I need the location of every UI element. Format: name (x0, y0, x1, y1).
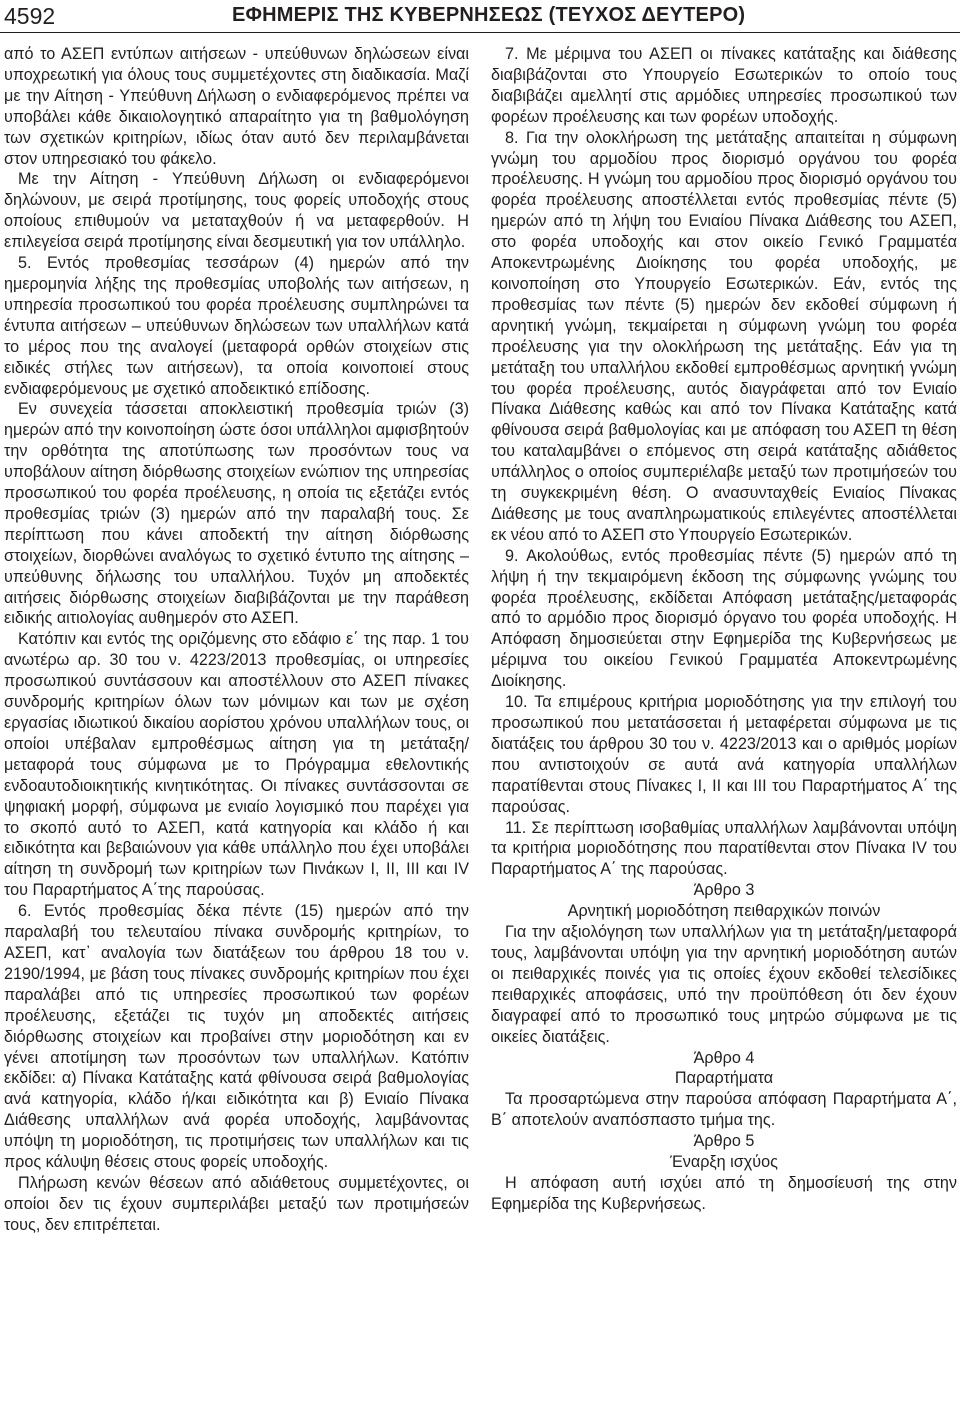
article-5-heading: Άρθρο 5 (693, 1132, 755, 1151)
article-4-heading: Άρθρο 4 (693, 1048, 755, 1067)
article-5-text: Η απόφαση αυτή ισχύει από τη δημοσίευσή της στην Εφημερίδα της Κυβερνήσεως. (491, 1173, 957, 1213)
page-header (0, 0, 960, 40)
paragraph: Εν συνεχεία τάσσεται αποκλειστική προθεσμία τριών (3) ημερών από την κοινοποίηση ώστε όσοι υπάλληλοι αμφισβητούν την ορθότητα της αποτύπωσης των προσόντων τους να υποβάλουν αίτηση διόρθωσης στοιχείων ενώπιον της υπηρεσίας προσωπικού του φορέα προέλευσης, η οποία τις εξετάζει εντός προθεσμίας τριών (3) ημερών από την παραλαβή τους. Σε περίπτωση που κάνει αποδεκτή την αίτηση διόρθωσης στοιχείων, διορθώνει αναλόγως το σχετικό έντυπο της αίτησης – υπεύθυνης δήλωσης του υπαλλήλου. Τυχόν μη αποδεκτές αιτήσεις διόρθωσης στοιχείων διαβιβάζονται με την παράθεση ειδικής αιτιολογίας αυθημερόν στο ΑΣΕΠ. (4, 400, 469, 628)
article-3-text: Για την αξιολόγηση των υπαλλήλων για τη μετάταξη/μεταφορά τους, λαμβάνονται υπόψη για την αρνητική μοριοδότηση αυτών οι πειθαρχικές ποινές για τις οποίες έχουν εκδοθεί τελεσίδικες πειθαρχικές αποφάσεις, υπό την προϋπόθεση ότι δεν έχουν διαγραφεί από το προσωπικό τους μητρώο σύμφωνα με τις οικείες διατάξεις. (491, 923, 957, 1046)
paragraph: Πλήρωση κενών θέσεων από αδιάθετους συμμετέχοντες, οι οποίοι δεν τις έχουν συμπεριλάβει μεταξύ των προτιμήσεών τους, δεν επιτρέπεται. (4, 1173, 469, 1234)
paragraph: 6. Εντός προθεσμίας δέκα πέντε (15) ημερών από την παραλαβή του τελευταίου πίνακα συνδρομής κριτηρίων, το ΑΣΕΠ, κατ᾽ αναλογία των διατάξεων του άρθρου 18 του ν. 2190/1994, με βάση τους πίνακες συνδρομής κριτηρίων που έχει παραλάβει από τις υπηρεσίες προσωπικού των φορέων προέλευσης, εξετάζει τις τυχόν μη αποδεκτές αιτήσεις διόρθωσης στοιχείων και προβαίνει στην μοριοδότηση και εν γένει αποτίμηση των προσόντων των υπαλλήλων. Κατόπιν εκδίδει: α) Πίνακα Κατάταξης κατά φθίνουσα σειρά βαθμολογίας ανά κατηγορία, κλάδο ή/και ειδικότητα και β) Ενιαίο Πίνακα Διάθεσης υπαλλήλων ανά φορέα υποδοχής, λαμβάνοντας υπόψη τη μοριοδότηση, τις προτιμήσεις των υπαλλήλων και τις προς κάλυψη θέσεις στους φορείς υποδοχής. (4, 902, 469, 1172)
article-3-heading: Άρθρο 3 (693, 881, 755, 900)
right-column (491, 44, 957, 1215)
paragraph: 10. Τα επιμέρους κριτήρια μοριοδότησης για την επιλογή του προσωπικού που μετατάσσεται ή μεταφέρεται σύμφωνα με τις διατάξεις του άρθρου 30 του ν. 4223/2013 και ο αριθμός μορίων που αντιστοιχούν σε αυτά ανά κατηγορία υπαλλήλων παρατίθενται στους Πίνακες Ι, ΙΙ και ΙΙΙ του Παραρτήματος Α΄ της παρούσας. (491, 693, 957, 816)
paragraph: Με την Αίτηση - Υπεύθυνη Δήλωση οι ενδιαφερόμενοι δηλώνουν, με σειρά προτίμησης, τους φορείς υποδοχής στους οποίους επιθυμούν να μεταταχθούν ή να μεταφερθούν. Η επιλεγείσα σειρά προτίμησης είναι δεσμευτική για τον υπάλληλο. (4, 170, 469, 252)
paragraph: 8. Για την ολοκλήρωση της μετάταξης απαιτείται η σύμφωνη γνώμη του αρμοδίου προς διορισμό οργάνου του φορέα προέλευσης. Η γνώμη του αρμοδίου προς διορισμό οργάνου του φορέα προέλευσης αποστέλλεται εντός προθεσμίας πέντε (5) ημερών από τη λήψη του Ενιαίου Πίνακα Διάθεσης του ΑΣΕΠ, στο φορέα υποδοχής και στον οικείο Γενικό Γραμματέα Αποκεντρωμένης Διοίκησης του φορέα υποδοχής, με κοινοποίηση στο Υπουργείο Εσωτερικών. Εάν, εντός της προθεσμίας των πέντε (5) ημερών δεν εκδοθεί σύμφωνη ή αρνητική γνώμη, τεκμαίρεται η σύμφωνη γνώμη του φορέα προέλευσης για την ολοκλήρωση της μετάταξης. Εάν για τη μετάταξη του υπαλλήλου εκδοθεί εμπροθέσμως αρνητική γνώμη του φορέα προέλευσης, αυτός διαγράφεται από τον Ενιαίο Πίνακα Διάθεσης καθώς και από τον Πίνακα Κατάταξης κατά φθίνουσα σειρά βαθμολογίας και με απόφαση του ΑΣΕΠ τη θέση του καταλαμβάνει ο επόμενος στη σειρά κατάταξης αδιάθετος υπάλληλος ο οποίος συμπεριέλαβε μεταξύ των προτιμήσεών του τη συγκεκριμένη θέση. Ο ανασυνταχθείς Ενιαίος Πίνακας Διάθεσης με τους αναπληρωματικούς επιλεγέντες αποστέλλεται εκ νέου από το ΑΣΕΠ στο Υπουργείο Εσωτερικών. (491, 128, 957, 544)
article-4-text: Τα προσαρτώμενα στην παρούσα απόφαση Παραρτήματα Α΄, Β΄ αποτελούν αναπόσπαστο τμήμα της. (491, 1090, 957, 1130)
gazette-title: ΕΦΗΜΕΡΙΣ ΤΗΣ ΚΥΒΕΡΝΗΣΕΩΣ (ΤΕΥΧΟΣ ΔΕΥΤΕΡΟ) (232, 4, 746, 26)
paragraph: Κατόπιν και εντός της οριζόμενης στο εδάφιο ε΄ της παρ. 1 του ανωτέρω αρ. 30 του ν. 4223/2013 προθεσμίας, οι υπηρεσίες προσωπικού συντάσσουν και αποστέλλουν στο ΑΣΕΠ πίνακες συνδρομής κριτηρίων όλων των μόνιμων και των με σχέση εργασίας ιδιωτικού δικαίου αορίστου χρόνου υπαλλήλων τους, οι οποίοι υπέβαλαν εμπροθέσμως αίτηση για τη μετάταξη/μεταφορά τους σύμφωνα με το Πρόγραμμα εθελοντικής ενδοαυτοδιοικητικής κινητικότητας. Οι πίνακες συντάσσονται σε ψηφιακή μορφή, σύμφωνα με ενιαίο λογισμικό που παρέχει για το σκοπό αυτό το ΑΣΕΠ, κατά κατηγορία και κλάδο ή και ειδικότητα και βεβαιώνουν για κάθε υπάλληλο που έχει υποβάλει αίτηση τη συνδρομή των κριτηρίων των Πινάκων Ι, ΙΙ, ΙΙΙ και ΙV του Παραρτήματος Α΄της παρούσας. (4, 630, 469, 900)
left-column (4, 44, 469, 1236)
header-rule (0, 32, 960, 33)
paragraph: 11. Σε περίπτωση ισοβαθμίας υπαλλήλων λαμβάνονται υπόψη τα κριτήρια μοριοδότησης που παρατίθενται στον Πίνακα ΙV του Παραρτήματος Α΄ της παρούσας. (491, 818, 957, 879)
article-5-title: Έναρξη ισχύος (670, 1153, 778, 1172)
article-4-title: Παραρτήματα (674, 1069, 774, 1088)
article-3-title: Αρνητική μοριοδότηση πειθαρχικών ποινών (567, 902, 881, 921)
paragraph: 7. Με μέριμνα του ΑΣΕΠ οι πίνακες κατάταξης και διάθεσης διαβιβάζονται στο Υπουργείο Εσωτερικών το οποίο τους διαβιβάζει αμελλητί στις αρμόδιες υπηρεσίες προσωπικού των φορέων προέλευσης και των φορέων υποδοχής. (491, 45, 957, 126)
paragraph: 9. Ακολούθως, εντός προθεσμίας πέντε (5) ημερών από τη λήψη ή την τεκμαιρόμενη έκδοση της σύμφωνης γνώμης του φορέα προέλευσης, εκδίδεται Απόφαση μετάταξης/μεταφοράς από το αρμόδιο προς διορισμό όργανο του φορέα υποδοχής. Η Απόφαση δημοσιεύεται στην Εφημερίδα της Κυβερνήσεως με μέριμνα του οικείου Γενικού Γραμματέα Αποκεντρωμένης Διοίκησης. (491, 546, 957, 691)
paragraph: 5. Εντός προθεσμίας τεσσάρων (4) ημερών από την ημερομηνία λήξης της προθεσμίας υποβολής των αιτήσεων, η υπηρεσία προσωπικού του φορέα προέλευσης συμπληρώνει τα έντυπα αιτήσεων – υπεύθυνων δηλώσεων των υπαλλήλων κατά το μέρος που της αναλογεί (μεταφορά ορθών στοιχείων στις ειδικές στήλες των αιτήσεων), τα οποία κοινοποιεί στους ενδιαφερόμενους με σχετικό αποδεικτικό επίδοσης. (4, 254, 469, 398)
paragraph: από το ΑΣΕΠ εντύπων αιτήσεων - υπεύθυνων δηλώσεων είναι υποχρεωτική για όλους τους συμμετέχοντες στη διαδικασία. Μαζί με την Αίτηση - Υπεύθυνη Δήλωση ο ενδιαφερόμενος πρέπει να υποβάλει κάθε δικαιολογητικό απαραίτητο για τη βαθμολόγηση των σχετικών κριτηρίων, ιδίως όταν αυτό δεν περιλαμβάνεται στον υπηρεσιακό του φάκελο. (4, 45, 469, 168)
page-number: 4592 (4, 3, 56, 29)
